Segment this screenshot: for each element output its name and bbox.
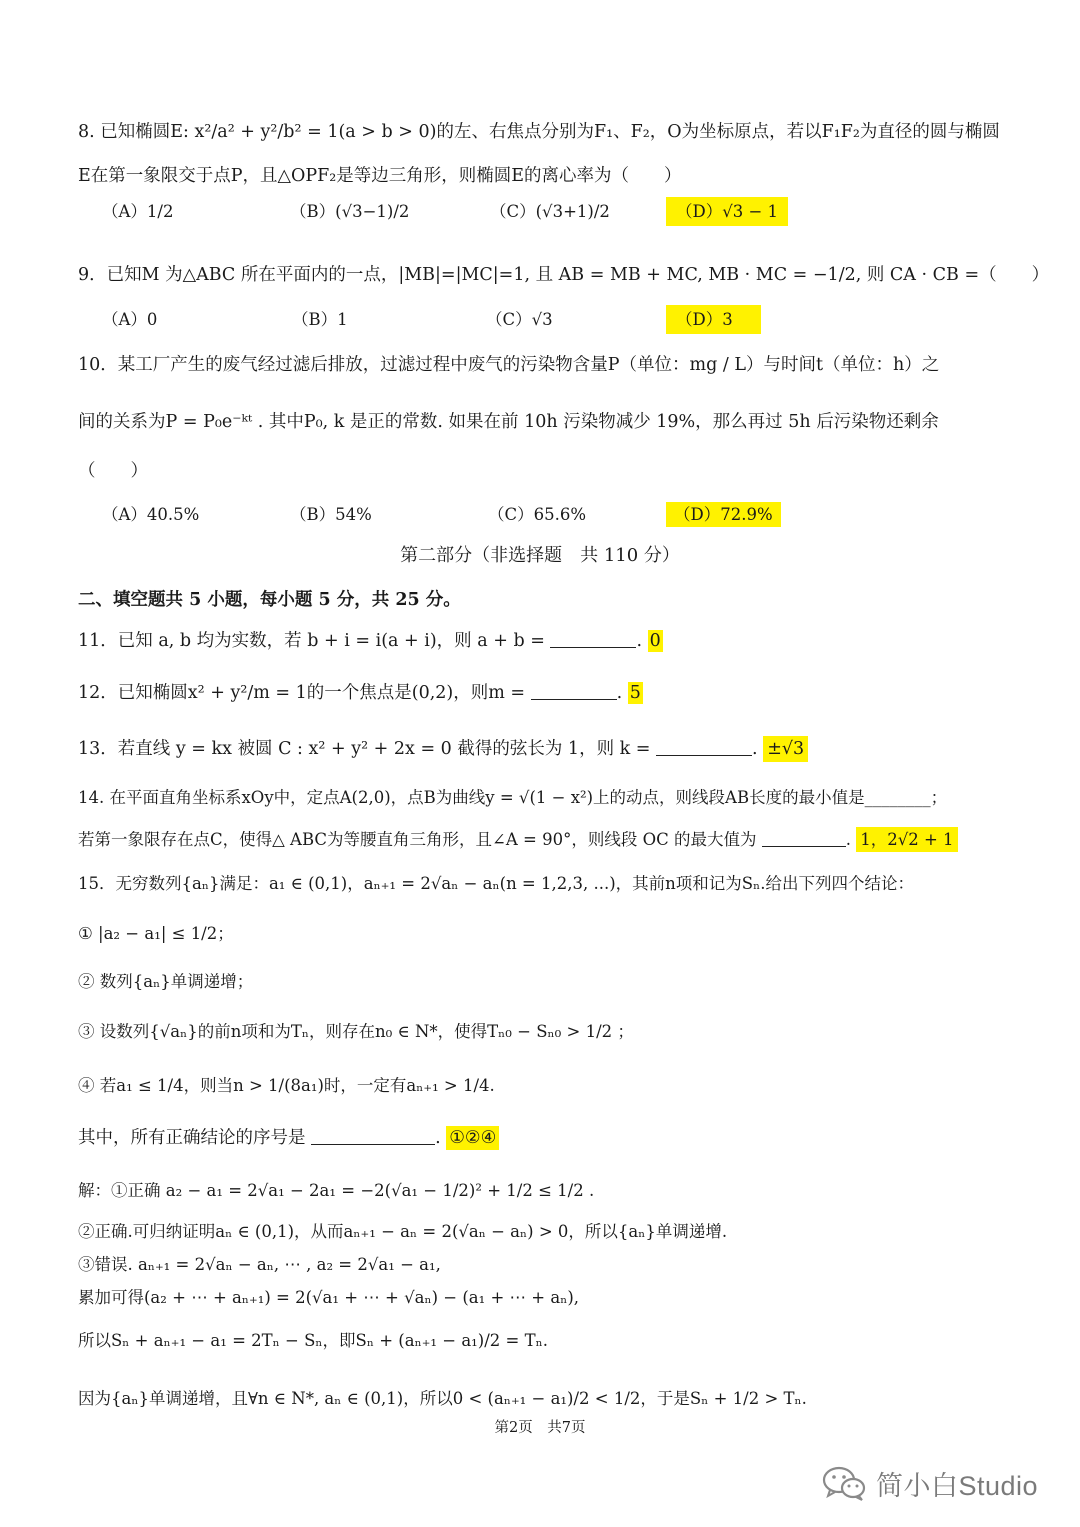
q14-answer: 1，2√2 + 1 — [856, 827, 957, 852]
q8-line1: 8. 已知椭圆E: x²/a² + y²/b² = 1(a > b > 0)的左、右焦点分别为F₁、F₂，O为坐标原点，若以F₁F₂为直径的圆与椭圆 — [78, 122, 1000, 142]
q9-answer-highlight: （D）3 — [666, 305, 761, 334]
q11-text: 11．已知 a, b 均为实数，若 b + i = i(a + i)，则 a + b = — [78, 631, 545, 651]
solution-line1: 解：①正确 a₂ − a₁ = 2√a₁ − 2a₁ = −2(√a₁ − 1/2)² + 1/2 ≤ 1/2 . — [78, 1181, 595, 1200]
q12-blank — [531, 681, 617, 700]
q8-answer-highlight: （D）√3 − 1 — [666, 197, 788, 226]
q10-option-c: （C）65.6% — [488, 505, 587, 524]
solution-line2: ②正确.可归纳证明aₙ ∈ (0,1)，从而aₙ₊₁ − aₙ = 2(√aₙ − aₙ) > 0，所以{aₙ}单调递增. — [78, 1222, 728, 1241]
q9-option-a: （A）0 — [102, 310, 158, 329]
q15-conclusion-4: ④ 若a₁ ≤ 1/4，则当n > 1/(8a₁)时，一定有aₙ₊₁ > 1/4. — [78, 1076, 495, 1095]
q12-line: 12．已知椭圆x² + y²/m = 1的一个焦点是(0,2)，则m = . 5 — [78, 683, 641, 703]
q13-text: 13．若直线 y = kx 被圆 C : x² + y² + 2x = 0 截得的弦长为 1，则 k = — [78, 739, 651, 759]
q8-option-c: （C）(√3+1)/2 — [490, 202, 610, 221]
wechat-icon — [820, 1463, 868, 1503]
q15-ask-line: 其中，所有正确结论的序号是 . ①②④ — [78, 1125, 1040, 1151]
q12-text: 12．已知椭圆x² + y²/m = 1的一个焦点是(0,2)，则m = — [78, 683, 526, 703]
q15-conclusion-2: ② 数列{aₙ}单调递增； — [78, 972, 254, 991]
q10-answer-highlight: （D）72.9% — [666, 502, 781, 527]
q15-ask: 其中，所有正确结论的序号是 — [78, 1128, 306, 1148]
q14-line1: 14. 在平面直角坐标系xOy中，定点A(2,0)，点B为曲线y = √(1 − x²)上的动点，则线段AB长度的最小值是________； — [78, 788, 948, 807]
q11-line: 11．已知 a, b 均为实数，若 b + i = i(a + i)，则 a + b = . 0 — [78, 631, 661, 651]
q11-answer: 0 — [649, 631, 661, 651]
watermark-text: 简小白Studio — [876, 1470, 1039, 1501]
page-footer: 第2页 共7页 — [494, 1420, 586, 1436]
q9-option-b: （B）1 — [292, 310, 348, 329]
q10-line1: 10．某工厂产生的废气经过滤后排放，过滤过程中废气的污染物含量P（单位：mg / L）与时间t（单位：h）之 — [78, 355, 940, 375]
q10-line2: 间的关系为P = P₀e⁻ᵏᵗ . 其中P₀, k 是正的常数. 如果在前 10h 污染物减少 19%，那么再过 5h 后污染物还剩余 — [78, 412, 939, 432]
q11-blank — [550, 629, 636, 648]
part2-title: 第二部分（非选择题 共 110 分） — [400, 545, 680, 566]
q10-option-b: （B）54% — [290, 505, 372, 524]
q10-line3: （ ） — [78, 461, 148, 481]
q9-option-c: （C）√3 — [486, 310, 553, 329]
q15-conclusion-1: ① |a₂ − a₁| ≤ 1/2； — [78, 924, 234, 943]
watermark — [820, 1463, 1038, 1503]
q10-option-a: （A）40.5% — [102, 505, 200, 524]
q15-intro: 15．无穷数列{aₙ}满足：a₁ ∈ (0,1)，aₙ₊₁ = 2√aₙ − aₙ(n = 1,2,3, ...)，其前n项和记为Sₙ.给出下列四个结论： — [78, 874, 914, 893]
q13-line: 13．若直线 y = kx 被圆 C : x² + y² + 2x = 0 截得的弦长为 1，则 k = . ±√3 — [78, 736, 1040, 762]
q12-answer: 5 — [629, 683, 641, 703]
q8-option-b: （B）(√3−1)/2 — [290, 202, 410, 221]
q14-blank — [762, 828, 846, 847]
section2-heading: 二、填空题共 5 小题，每小题 5 分，共 25 分。 — [78, 590, 461, 610]
q8-option-a: （A）1/2 — [102, 202, 174, 221]
q15-blank — [311, 1126, 435, 1145]
q15-answer: ①②④ — [446, 1126, 499, 1150]
q10-option-d — [666, 502, 781, 528]
q14-line2: 若第一象限存在点C，使得△ ABC为等腰直角三角形，且∠A = 90°，则线段 OC 的最大值为 . 1，2√2 + 1 — [78, 827, 1040, 853]
q13-answer: ±√3 — [763, 736, 808, 762]
solution-line6: 因为{aₙ}单调递增，且∀n ∈ N*, aₙ ∈ (0,1)，所以0 < (aₙ₊₁ − a₁)/2 < 1/2，于是Sₙ + 1/2 > Tₙ. — [78, 1389, 807, 1408]
q8-line2: E在第一象限交于点P，且△OPF₂是等边三角形，则椭圆E的离心率为（ ） — [78, 166, 682, 186]
q13-blank — [656, 737, 752, 756]
q14-text2: 若第一象限存在点C，使得△ ABC为等腰直角三角形，且∠A = 90°，则线段 OC 的最大值为 — [78, 830, 757, 849]
q9-option-d — [666, 307, 761, 333]
solution-line4: 累加可得(a₂ + ⋯ + aₙ₊₁) = 2(√a₁ + ⋯ + √aₙ) − (a₁ + ⋯ + aₙ), — [78, 1288, 580, 1307]
q15-conclusion-3: ③ 设数列{√aₙ}的前n项和为Tₙ，则存在n₀ ∈ N*，使得Tₙ₀ − Sₙ₀ > 1/2 ； — [78, 1022, 634, 1041]
q8-option-d — [666, 199, 788, 225]
solution-line3: ③错误. aₙ₊₁ = 2√aₙ − aₙ, ⋯ , a₂ = 2√a₁ − a₁, — [78, 1255, 441, 1274]
q9-line1: 9．已知M 为△ABC 所在平面内的一点，|MB|=|MC|=1, 且 AB = MB + MC, MB · MC = −1/2, 则 CA · CB =（ ） — [78, 265, 1050, 285]
solution-line5: 所以Sₙ + aₙ₊₁ − a₁ = 2Tₙ − Sₙ，即Sₙ + (aₙ₊₁ − a₁)/2 = Tₙ. — [78, 1331, 548, 1350]
